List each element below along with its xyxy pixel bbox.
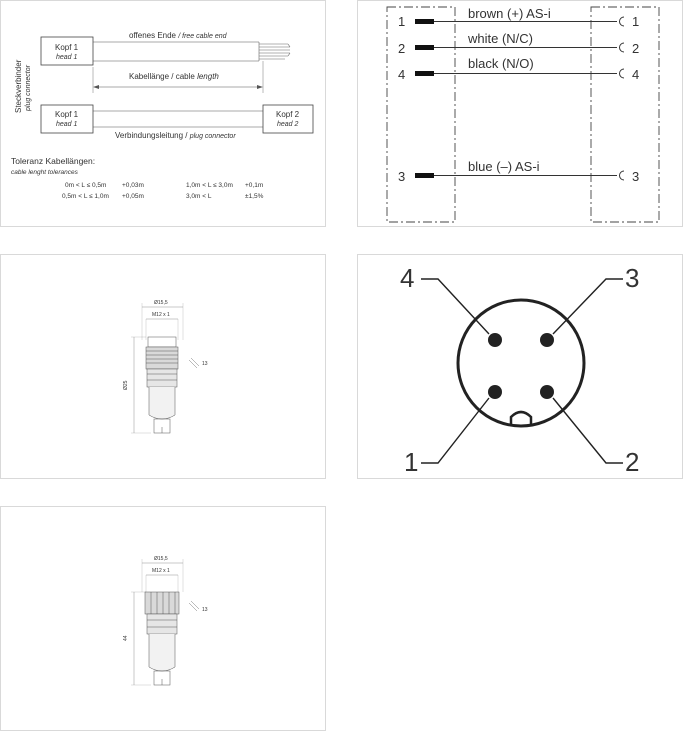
tolerance-subtitle: cable lenght tolerances	[11, 169, 78, 176]
pin-label: 3	[625, 263, 640, 293]
pin-contacts	[488, 333, 554, 399]
tolerance-range: 0m < L ≤ 0,5m	[65, 182, 107, 189]
tolerance-range: 0,5m < L ≤ 1,0m	[62, 193, 109, 200]
tolerance-value: ±1,5%	[245, 193, 264, 200]
dim-thread: M12 x 1	[152, 568, 170, 574]
dim-length: Ø25	[123, 380, 129, 390]
wire-pin-4	[398, 56, 639, 82]
wrench-symbol	[189, 358, 199, 368]
dim-diameter: Ø15,5	[154, 556, 168, 562]
wrench-symbol	[189, 601, 199, 611]
cable-dimension-panel	[0, 0, 326, 227]
side-label: Steckverbinder	[14, 59, 23, 113]
pin-label: 1	[404, 447, 419, 477]
wire-label: blue (–) AS-i	[468, 159, 540, 174]
pin-label: 4	[400, 263, 415, 293]
dim-wrench: 13	[202, 361, 208, 367]
right-pin-number: 3	[632, 169, 640, 184]
cable-dimension-diagram	[1, 1, 325, 226]
head1-italic-bottom: head 1	[56, 121, 78, 128]
connector-drawing-panel	[0, 254, 326, 479]
tolerance-value: +0,1m	[245, 182, 264, 189]
wire-label: black (N/O)	[468, 56, 534, 71]
head1-label-bottom: Kopf 1	[55, 110, 79, 119]
left-pin-number: 1	[398, 14, 406, 29]
pin-label: 2	[625, 447, 640, 477]
plug-housing-left	[387, 7, 455, 222]
wiring-diagram-panel	[357, 0, 683, 227]
tolerance-value: +0,05m	[122, 193, 144, 200]
side-label-italic: plug connector	[25, 65, 32, 111]
left-pin-number: 4	[398, 67, 406, 82]
pin-layout-panel	[357, 254, 683, 479]
pin-leader-lines	[421, 279, 623, 463]
head1-label-top: Kopf 1	[55, 43, 79, 52]
tolerance-title: Toleranz Kabellängen:	[11, 156, 96, 166]
dim-wrench: 13	[202, 607, 208, 613]
wire-label: white (N/C)	[468, 31, 534, 46]
connector-drawing	[1, 255, 325, 478]
wire-pin-3	[398, 159, 639, 184]
dim-length: 44	[123, 635, 129, 641]
coding-key	[511, 412, 531, 426]
head2-italic: head 2	[277, 121, 299, 128]
connector-body	[146, 337, 178, 433]
connector-face-outline	[458, 300, 584, 426]
connector-body	[145, 592, 179, 685]
connection-line-label: Verbindungsleitung / plug connector	[115, 131, 236, 140]
tolerance-range: 1,0m < L ≤ 3,0m	[186, 182, 233, 189]
head1-italic-top: head 1	[56, 54, 78, 61]
right-pin-number: 1	[632, 14, 640, 29]
tolerance-range: 3,0m < L	[186, 193, 212, 200]
pin-layout	[358, 255, 682, 478]
head2-label: Kopf 2	[276, 110, 300, 119]
open-end-label: offenes Ende / free cable end	[129, 31, 227, 40]
wire-pin-2	[398, 31, 639, 56]
cable-length-label: Kabellänge / cable length	[129, 72, 219, 81]
left-pin-number: 2	[398, 41, 406, 56]
right-pin-number: 2	[632, 41, 640, 56]
free-cable-end	[259, 42, 290, 61]
plug-housing-right	[591, 7, 659, 222]
connector-drawing-2	[1, 507, 325, 730]
wiring-diagram	[358, 1, 682, 226]
tolerance-value: +0,03m	[122, 182, 144, 189]
right-pin-number: 4	[632, 67, 640, 82]
connector-drawing-panel-2	[0, 506, 326, 731]
dim-diameter: Ø15,5	[154, 300, 168, 306]
dim-thread: M12 x 1	[152, 312, 170, 318]
left-pin-number: 3	[398, 169, 406, 184]
wire-label: brown (+) AS-i	[468, 6, 551, 21]
wire-pin-1	[398, 6, 639, 29]
